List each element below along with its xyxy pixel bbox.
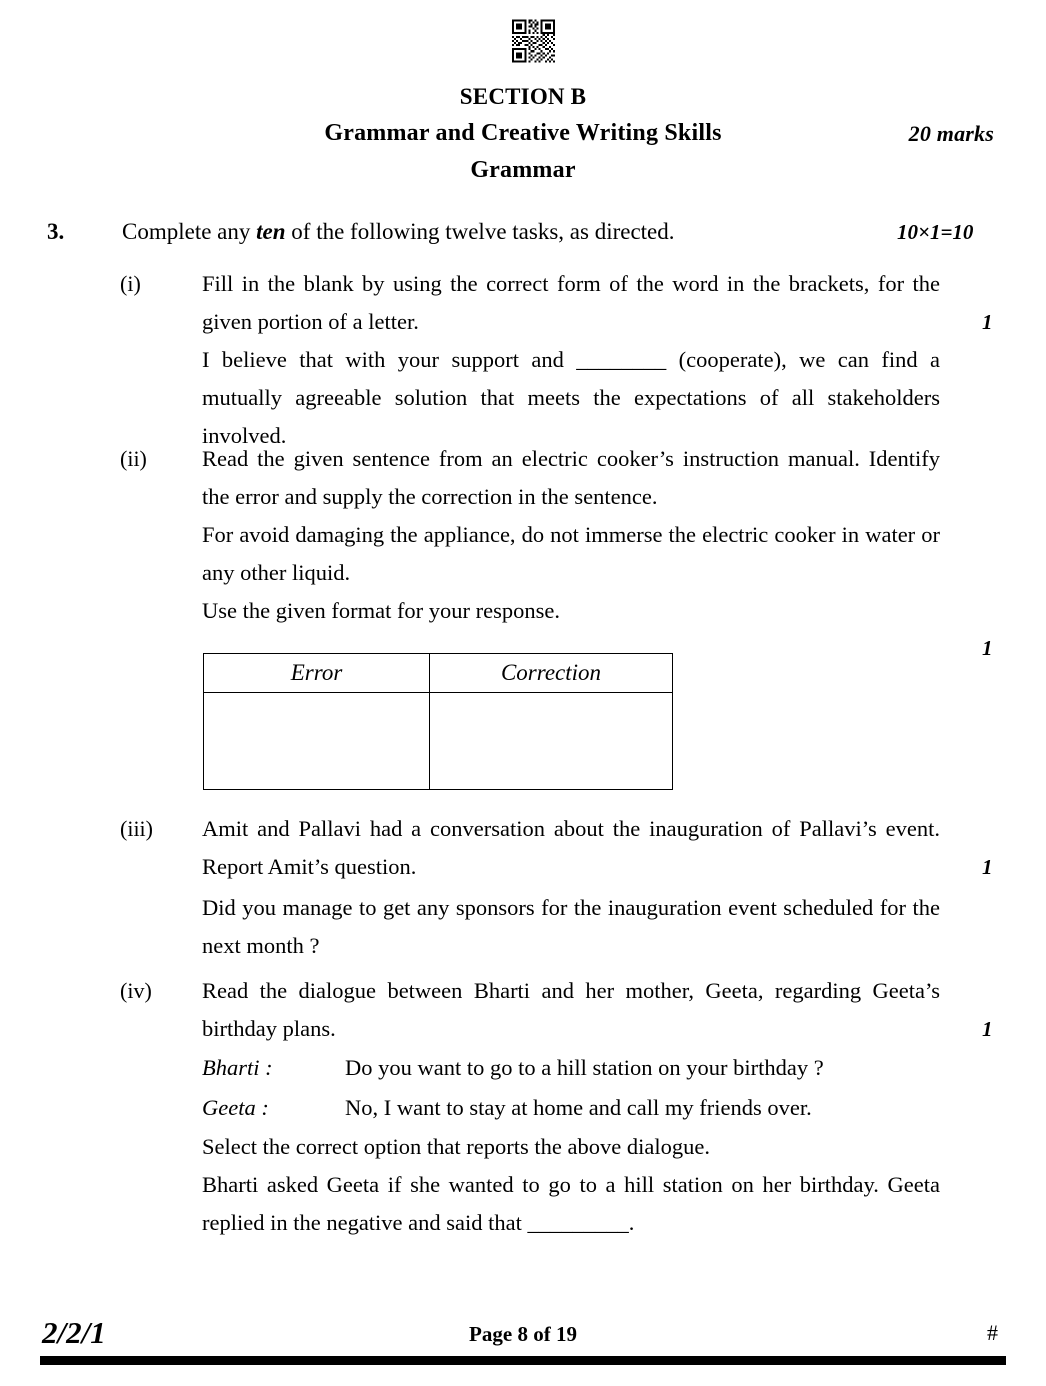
- item-body-iv: [202, 972, 940, 1242]
- item-ii-mark: 1: [982, 636, 993, 660]
- footer-hash-marker: #: [987, 1320, 998, 1345]
- item-iii-instruction: Amit and Pallavi had a conversation about the inauguration of Pallavi’s event. Report Amit’s question.: [202, 816, 940, 879]
- footer-paper-code: 2/2/1: [42, 1315, 106, 1350]
- item-label-ii: (ii): [120, 446, 147, 471]
- footer-page-number: Page 8 of 19: [469, 1322, 577, 1346]
- item-iv-mark: 1: [982, 1017, 993, 1041]
- item-body-ii: [202, 440, 940, 630]
- question-marks: 10×1=10: [897, 220, 974, 244]
- question-instruction-pre: Complete any: [122, 219, 257, 244]
- table-cell-error-answer[interactable]: [204, 693, 430, 790]
- item-iv-report: Bharti asked Geeta if she wanted to go to a hill station on her birthday. Geeta replied in the negative and said that _________.: [202, 1172, 940, 1235]
- item-iii-quote: Did you manage to get any sponsors for the inauguration event scheduled for the next month ?: [202, 895, 940, 958]
- item-label-iv: (iv): [120, 978, 152, 1003]
- page-footer: [0, 1313, 1046, 1353]
- section-marks: 20 marks: [908, 121, 994, 146]
- question-instruction-emphasis: ten: [256, 219, 286, 244]
- item-body-i: [202, 265, 940, 455]
- item-i-mark: 1: [982, 310, 993, 334]
- question-number: 3.: [47, 219, 65, 244]
- item-ii-instruction: Read the given sentence from an electric cooker’s instruction manual. Identify the error and supply the correction in the sentence.: [202, 446, 940, 509]
- item-i-instruction: Fill in the blank by using the correct form of the word in the brackets, for the given portion of a letter.: [202, 271, 940, 334]
- section-subtitle: Grammar and Creative Writing Skills: [324, 120, 722, 146]
- dialogue-text-geeta: No, I want to stay at home and call my friends over.: [345, 1095, 812, 1120]
- section-title: SECTION B: [459, 84, 587, 109]
- table-cell-correction-answer[interactable]: [430, 693, 673, 790]
- question-instruction: [122, 213, 675, 251]
- item-ii-format-note: Use the given format for your response.: [202, 598, 561, 623]
- item-iii-mark: 1: [982, 855, 993, 879]
- dialogue-line-geeta: [202, 1088, 940, 1128]
- item-iv-instruction: Read the dialogue between Bharti and her mother, Geeta, regarding Geeta’s birthday plans.: [202, 978, 940, 1041]
- question-3-header: [0, 213, 1046, 253]
- sub-section-title: Grammar: [470, 157, 576, 183]
- table-header-error: Error: [204, 654, 430, 693]
- item-ii-sentence: For avoid damaging the appliance, do not immerse the electric cooker in water or any other liquid.: [202, 522, 940, 585]
- question-instruction-post: of the following twelve tasks, as directed.: [285, 219, 675, 244]
- dialogue-speaker-geeta: Geeta :: [202, 1095, 269, 1120]
- item-i-passage: I believe that with your support and ________ (cooperate), we can find a mutually agreeable solution that meets the expectations of all stakeholders involved.: [202, 347, 940, 448]
- dialogue-speaker-bharti: Bharti :: [202, 1055, 273, 1080]
- section-heading-block: [0, 78, 1046, 189]
- table-header-row: [204, 654, 673, 693]
- item-label-iii: (iii): [120, 816, 153, 841]
- dialogue-line-bharti: [202, 1048, 940, 1088]
- footer-divider-bar: [40, 1356, 1006, 1365]
- table-header-correction: Correction: [430, 654, 673, 693]
- dialogue-text-bharti: Do you want to go to a hill station on your birthday ?: [345, 1055, 824, 1080]
- qr-code-icon: [512, 19, 555, 63]
- table-row: [204, 693, 673, 790]
- item-iv-select-note: Select the correct option that reports the above dialogue.: [202, 1134, 710, 1159]
- error-correction-table: [203, 653, 673, 790]
- section-subtitle-row: [0, 115, 1046, 152]
- item-label-i: (i): [120, 271, 141, 296]
- item-body-iii: [202, 810, 940, 965]
